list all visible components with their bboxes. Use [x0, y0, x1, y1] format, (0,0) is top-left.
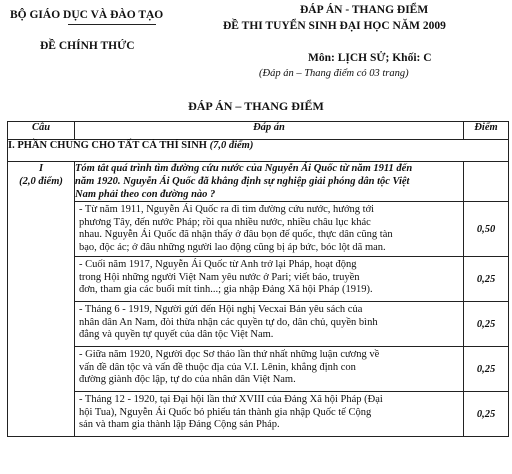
- answer-score: 0,50: [464, 202, 509, 257]
- answer-line: nhân dân An Nam, đòi thừa nhận các quyền tự do, dân chủ, quyền bình: [79, 316, 378, 328]
- answer-line: bạo, độc ác; ở đâu những người lao động cũng bị áp bức, bóc lột dã man.: [79, 241, 386, 253]
- subject-line: Môn: LỊCH SỬ; Khối: C: [308, 52, 432, 64]
- answer-line: sản và tham gia thành lập Đảng Cộng sản Pháp.: [79, 419, 280, 430]
- pages-note: (Đáp án – Thang điểm có 03 trang): [259, 68, 409, 79]
- column-header-question: Câu: [8, 122, 75, 140]
- document-title: ĐÁP ÁN – THANG ĐIỂM: [188, 99, 324, 113]
- answer-row: [8, 257, 509, 302]
- table-header-row: [8, 122, 509, 140]
- answer-line: đơn, tham gia các buổi mít tinh...; gia nhập Đảng Xã hội Pháp (1919).: [79, 284, 373, 295]
- answer-score: 0,25: [464, 392, 509, 437]
- question-line: Tóm tắt quá trình tìm đường cứu nước của Nguyễn Ái Quốc từ năm 1911 đến: [75, 163, 413, 174]
- answer-row: [8, 202, 509, 257]
- answer-line: - Tháng 6 - 1919, Người gửi đến Hội nghị Vecxai Bản yêu sách của: [79, 304, 363, 315]
- question-number-cell: [8, 162, 75, 437]
- header-divider: [68, 24, 156, 25]
- answer-text: [75, 392, 464, 437]
- question-row: [8, 162, 509, 202]
- answer-line: - Tháng 12 - 1920, tại Đại hội lần thứ XVIII của Đảng Xã hội Pháp (Đại: [79, 394, 383, 405]
- answer-line: đẳng và quyền tự quyết của dân tộc Việt Nam.: [79, 329, 274, 340]
- column-header-score: Điểm: [464, 122, 509, 140]
- answer-score: 0,25: [464, 347, 509, 392]
- question-line: Nam phải theo con đường nào ?: [75, 189, 216, 200]
- question-number: I: [38, 163, 44, 174]
- answer-text: [75, 202, 464, 257]
- answer-line: hội Tua), Nguyễn Ái Quốc bỏ phiếu tán thành gia nhập Quốc tế Cộng: [79, 406, 372, 418]
- answer-line: phương Tây, đến nước Pháp; rồi qua nhiều nước, nhiều châu lục khác: [79, 216, 371, 228]
- answer-line: - Từ năm 1911, Nguyễn Ái Quốc ra đi tìm đường cứu nước, hướng tới: [79, 204, 375, 215]
- answer-line: trong Hội những người Việt Nam yêu nước ở Pari; viết báo, truyền: [79, 271, 360, 283]
- answer-text: [75, 257, 464, 302]
- section-row: [8, 140, 509, 162]
- answer-row: [8, 302, 509, 347]
- answer-line: nhau. Nguyễn Ái Quốc đã nhận thấy ở đâu bọn đế quốc, thực dân cũng tàn: [79, 229, 393, 240]
- answer-line: đường giành độc lập, tự do của nhân dân Việt Nam.: [79, 374, 296, 385]
- answer-row: [8, 392, 509, 437]
- answer-score: 0,25: [464, 257, 509, 302]
- answer-text: [75, 302, 464, 347]
- section-points: (7,0 điểm): [209, 140, 254, 151]
- answer-line: - Giữa năm 1920, Người đọc Sơ thảo lần thứ nhất những luận cương về: [79, 349, 380, 360]
- section-title: I. PHẦN CHUNG CHO TẤT CẢ THÍ SINH: [8, 140, 207, 151]
- section-heading: [8, 140, 509, 162]
- ministry-name: BỘ GIÁO DỤC VÀ ĐÀO TẠO: [10, 9, 164, 21]
- question-line: năm 1920. Nguyễn Ái Quốc đã khẳng định sự nghiệp giải phóng dân tộc Việt: [75, 176, 410, 187]
- answer-table: [7, 121, 509, 437]
- question-text: [75, 162, 464, 202]
- answer-score: 0,25: [464, 302, 509, 347]
- answer-text: [75, 347, 464, 392]
- question-points: (2,0 điểm): [19, 176, 63, 187]
- answer-line: - Cuối năm 1917, Nguyễn Ái Quốc từ Anh trở lại Pháp, hoạt động: [79, 259, 357, 270]
- answer-key-label: ĐÁP ÁN - THANG ĐIỂM: [300, 4, 429, 16]
- column-header-answer: Đáp án: [75, 122, 464, 140]
- question-score-cell: [464, 162, 509, 202]
- answer-line: vấn đề dân tộc và vấn đề thuộc địa của V.I. Lênin, khẳng định con: [79, 361, 356, 373]
- official-label: ĐỀ CHÍNH THỨC: [40, 40, 135, 52]
- answer-row: [8, 347, 509, 392]
- exam-title: ĐỀ THI TUYỂN SINH ĐẠI HỌC NĂM 2009: [223, 20, 446, 32]
